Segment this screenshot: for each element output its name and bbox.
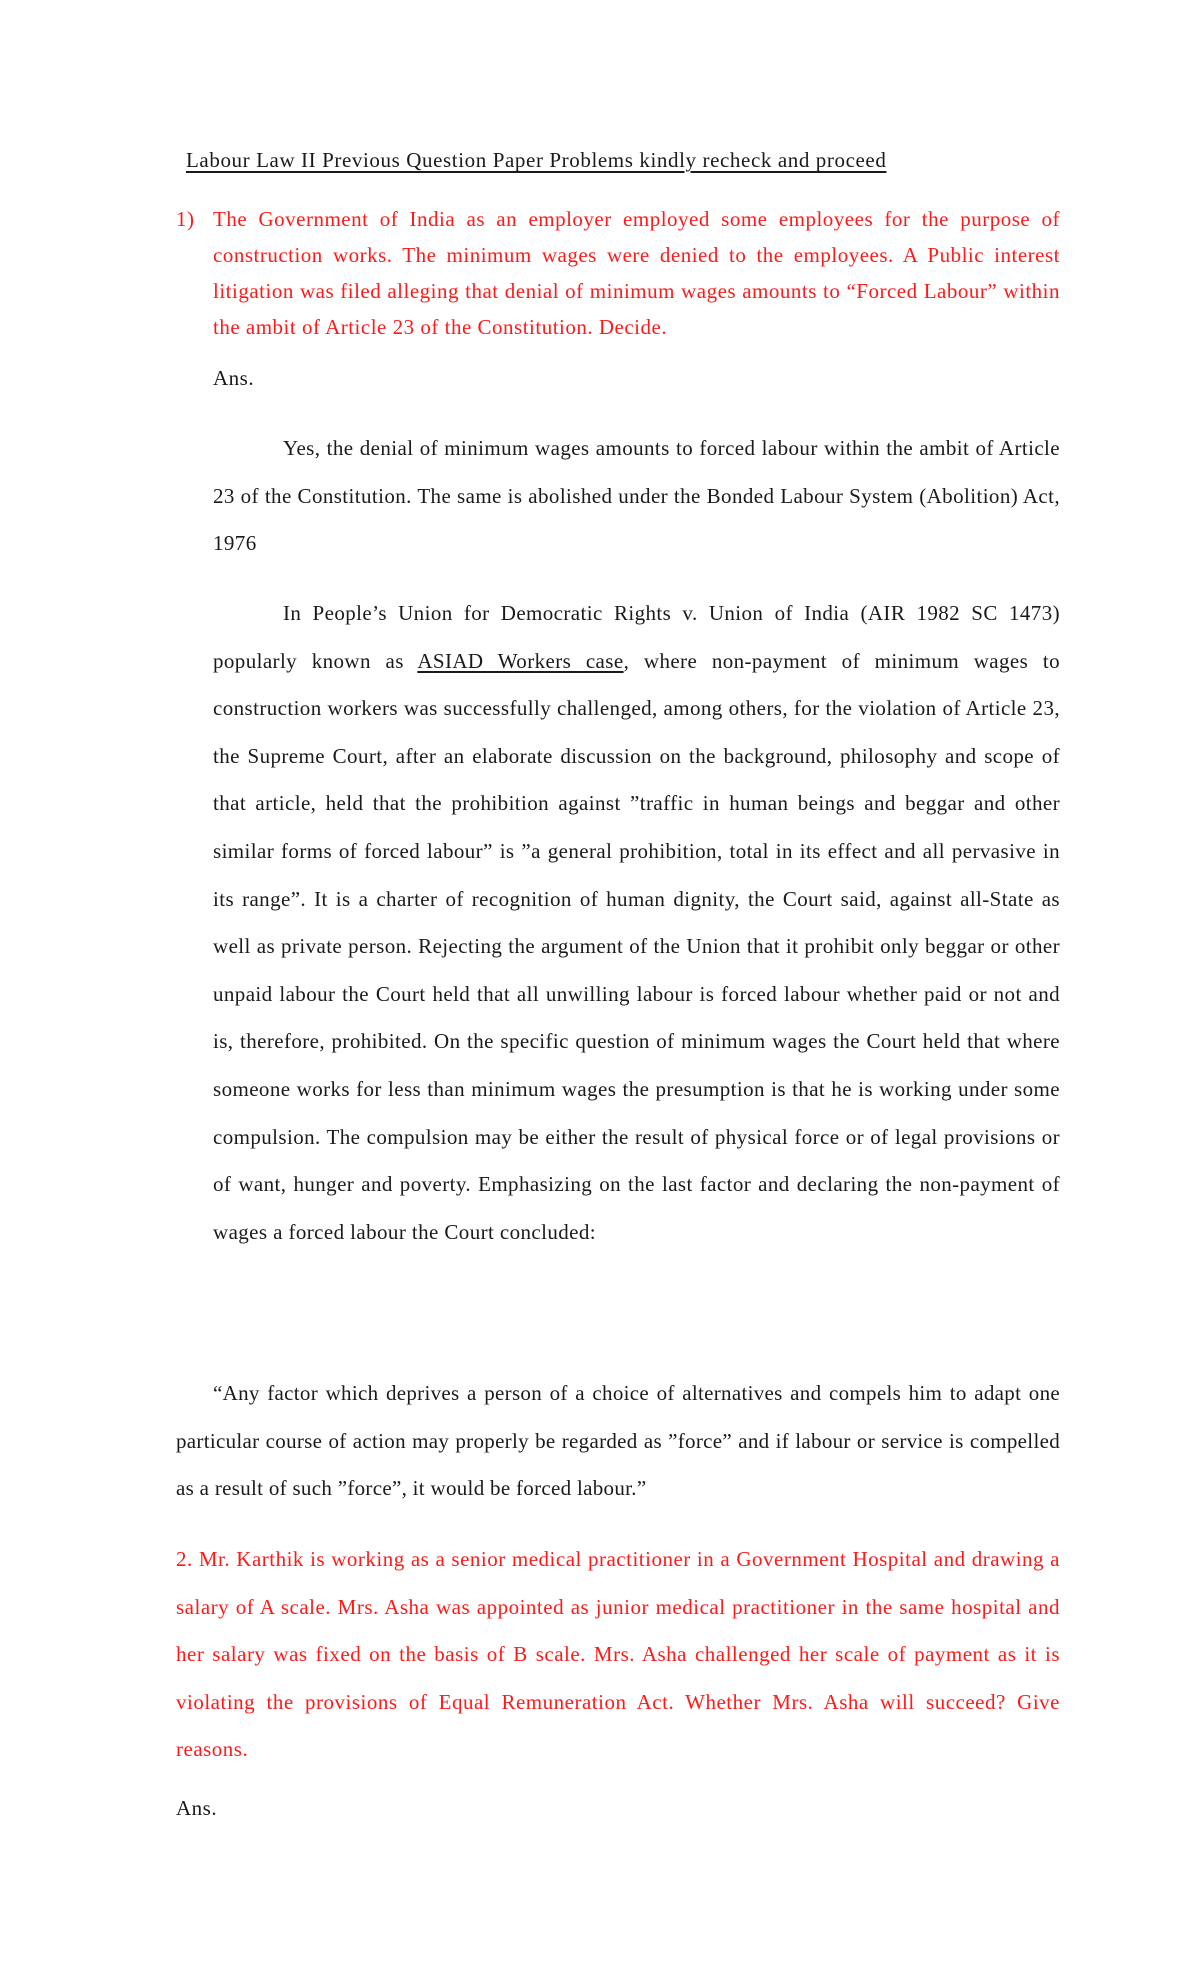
document-title: Labour Law II Previous Question Paper Problems kindly recheck and proceed bbox=[186, 148, 887, 172]
question-1-text: The Government of India as an employer employed some employees for the purpose of construction works. The minimum wages were denied to the employees. A Public interest litigation was filed alleging that denial of minimum wages amounts to “Forced Labour” within the ambit of Article 23 of the Constitution. Decide. bbox=[213, 207, 1060, 339]
paragraph-2-body: , where non-payment of minimum wages to construction workers was successfully challenged, among others, for the violation of Article 23, the Supreme Court, after an elaborate discussion on the background, philosophy and scope of that article, held that the prohibition against ”traffic in human beings and beggar and other similar forms of forced labour” is ”a general prohibition, total in its effect and all pervasive in its range”. It is a charter of recognition of human dignity, the Court said, against all-State as well as private person. Rejecting the argument of the Union that it prohibit only beggar or other unpaid labour the Court held that all unwilling labour is forced labour whether paid or not and is, therefore, prohibited. On the specific question of minimum wages the Court held that where someone works for less than minimum wages the presumption is that he is working under some compulsion. The compulsion may be either the result of physical force or of legal provisions or of want, hunger and poverty. Emphasizing on the last factor and declaring the non-payment of wages a forced labour the Court concluded: bbox=[213, 648, 1060, 1244]
court-quote: “Any factor which deprives a person of a choice of alternatives and compels him to adapt one particular course of action may properly be regarded as ”force” and if labour or service is compelled as a result of such ”force”, it would be forced labour.” bbox=[176, 1381, 1060, 1501]
question-1-number: 1) bbox=[176, 207, 195, 231]
question-1 bbox=[176, 201, 1060, 345]
case-name-underlined: ASIAD Workers case bbox=[417, 648, 624, 673]
answer-1-label: Ans. bbox=[213, 366, 255, 390]
answer-1-paragraph-2 bbox=[213, 590, 1060, 1256]
answer-1-paragraph-1: Yes, the denial of minimum wages amounts to forced labour within the ambit of Article 23 of the Constitution. The same is abolished under the Bonded Labour System (Abolition) Act, 1976 bbox=[213, 436, 1060, 556]
paragraph-2-intro: In People’s Union for Democratic Rights v. Union of India (AIR 1982 SC 1473) popularly known as bbox=[213, 601, 1060, 673]
answer-2-label: Ans. bbox=[176, 1796, 218, 1820]
question-2-text: 2. Mr. Karthik is working as a senior medical practitioner in a Government Hospital and drawing a salary of A scale. Mrs. Asha was appointed as junior medical practitioner in the same hospital and her salary was fixed on the basis of B scale. Mrs. Asha challenged her scale of payment as it is violating the provisions of Equal Remuneration Act. Whether Mrs. Asha will succeed? Give reasons. bbox=[176, 1547, 1060, 1762]
